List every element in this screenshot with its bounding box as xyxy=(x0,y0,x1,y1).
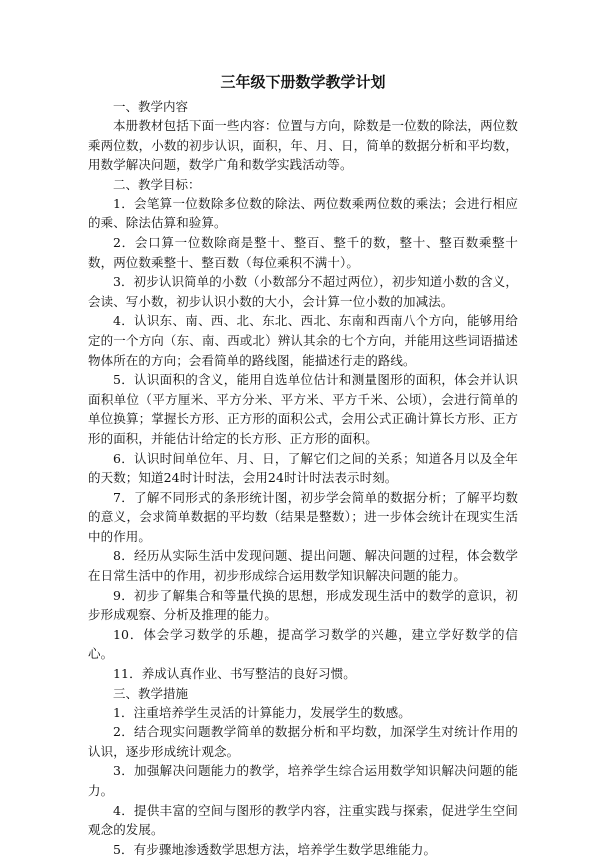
goal-item-5: 5．认识面积的含义，能用自选单位估计和测量图形的面积，体会并认识面积单位（平方厘米、平方分米、平方米、平方千米、公顷），会进行简单的单位换算；掌握长方形、正方形的面积公式，会用公式正确计算长方形、正方形的面积，并能估计给定的长方形、正方形的面积。 xyxy=(88,372,518,446)
measure-item-1: 1．注重培养学生灵活的计算能力，发展学生的数感。 xyxy=(113,704,411,720)
measure-item-2: 2．结合现实问题教学简单的数据分析和平均数，加深学生对统计作用的认识，逐步形成统计观念。 xyxy=(88,724,518,759)
goal-item-2: 2．会口算一位数除商是整十、整百、整千的数，整十、整百数乘整十数，两位数乘整十、整百数（每位乘积不满十）。 xyxy=(88,234,518,270)
goal-item-6: 6．认识时间单位年、月、日，了解它们之间的关系；知道各月以及全年的天数；知道24时计时法，会用24时计时法表示时刻。 xyxy=(88,450,518,486)
goal-item-4: 4．认识东、南、西、北、东北、西北、东南和西南八个方向，能够用给定的一个方向（东、南、西或北）辨认其余的七个方向，并能用这些词语描述物体所在的方向；会看简单的路线图，能描述行走的路线。 xyxy=(88,313,518,368)
section-heading-goals: 二、教学目标： xyxy=(113,176,201,192)
measure-item-4: 4．提供丰富的空间与图形的教学内容，注重实践与探索，促进学生空间观念的发展。 xyxy=(88,802,518,838)
goal-item-7: 7．了解不同形式的条形统计图，初步学会简单的数据分析；了解平均数的意义，会求简单数据的平均数（结果是整数）；进一步体会统计在现实生活中的作用。 xyxy=(88,489,518,544)
goal-item-10: 10．体会学习数学的乐趣，提高学习数学的兴趣，建立学好数学的信心。 xyxy=(88,626,518,662)
measure-item-5: 5．有步骤地渗透数学思想方法，培养学生数学思维能力。 xyxy=(113,841,437,857)
goal-item-9: 9．初步了解集合和等量代换的思想，形成发现生活中的数学的意识，初步形成观察、分析及推理的能力。 xyxy=(88,587,518,623)
goal-item-11: 11．养成认真作业、书写整洁的良好习惯。 xyxy=(113,666,356,682)
page-title: 三年级下册数学教学计划 xyxy=(220,73,386,91)
goal-item-3: 3．初步认识简单的小数（小数部分不超过两位），初步知道小数的含义，会读、写小数，初步认识小数的大小，会计算一位小数的加减法。 xyxy=(88,274,519,309)
section-heading-content: 一、教学内容 xyxy=(113,99,189,114)
goal-item-1: 1．会笔算一位数除多位数的除法、两位数乘两位数的乘法；会进行相应的乘、除法估算和验算。 xyxy=(88,195,518,231)
goal-item-8: 8．经历从实际生活中发现问题、提出问题、解决问题的过程，体会数学在日常生活中的作用，初步形成综合运用数学知识解决问题的能力。 xyxy=(88,548,518,584)
document-page xyxy=(88,72,518,859)
measure-item-3: 3．加强解决问题能力的教学，培养学生综合运用数学知识解决问题的能力。 xyxy=(88,763,518,798)
section-heading-measures: 三、教学措施 xyxy=(113,685,189,701)
content-paragraph: 本册教材包括下面一些内容：位置与方向，除数是一位数的除法，两位数乘两位数，小数的初步认识，面积，年、月、日，简单的数据分析和平均数，用数学解决问题，数学广角和数学实践活动等。 xyxy=(88,118,518,173)
